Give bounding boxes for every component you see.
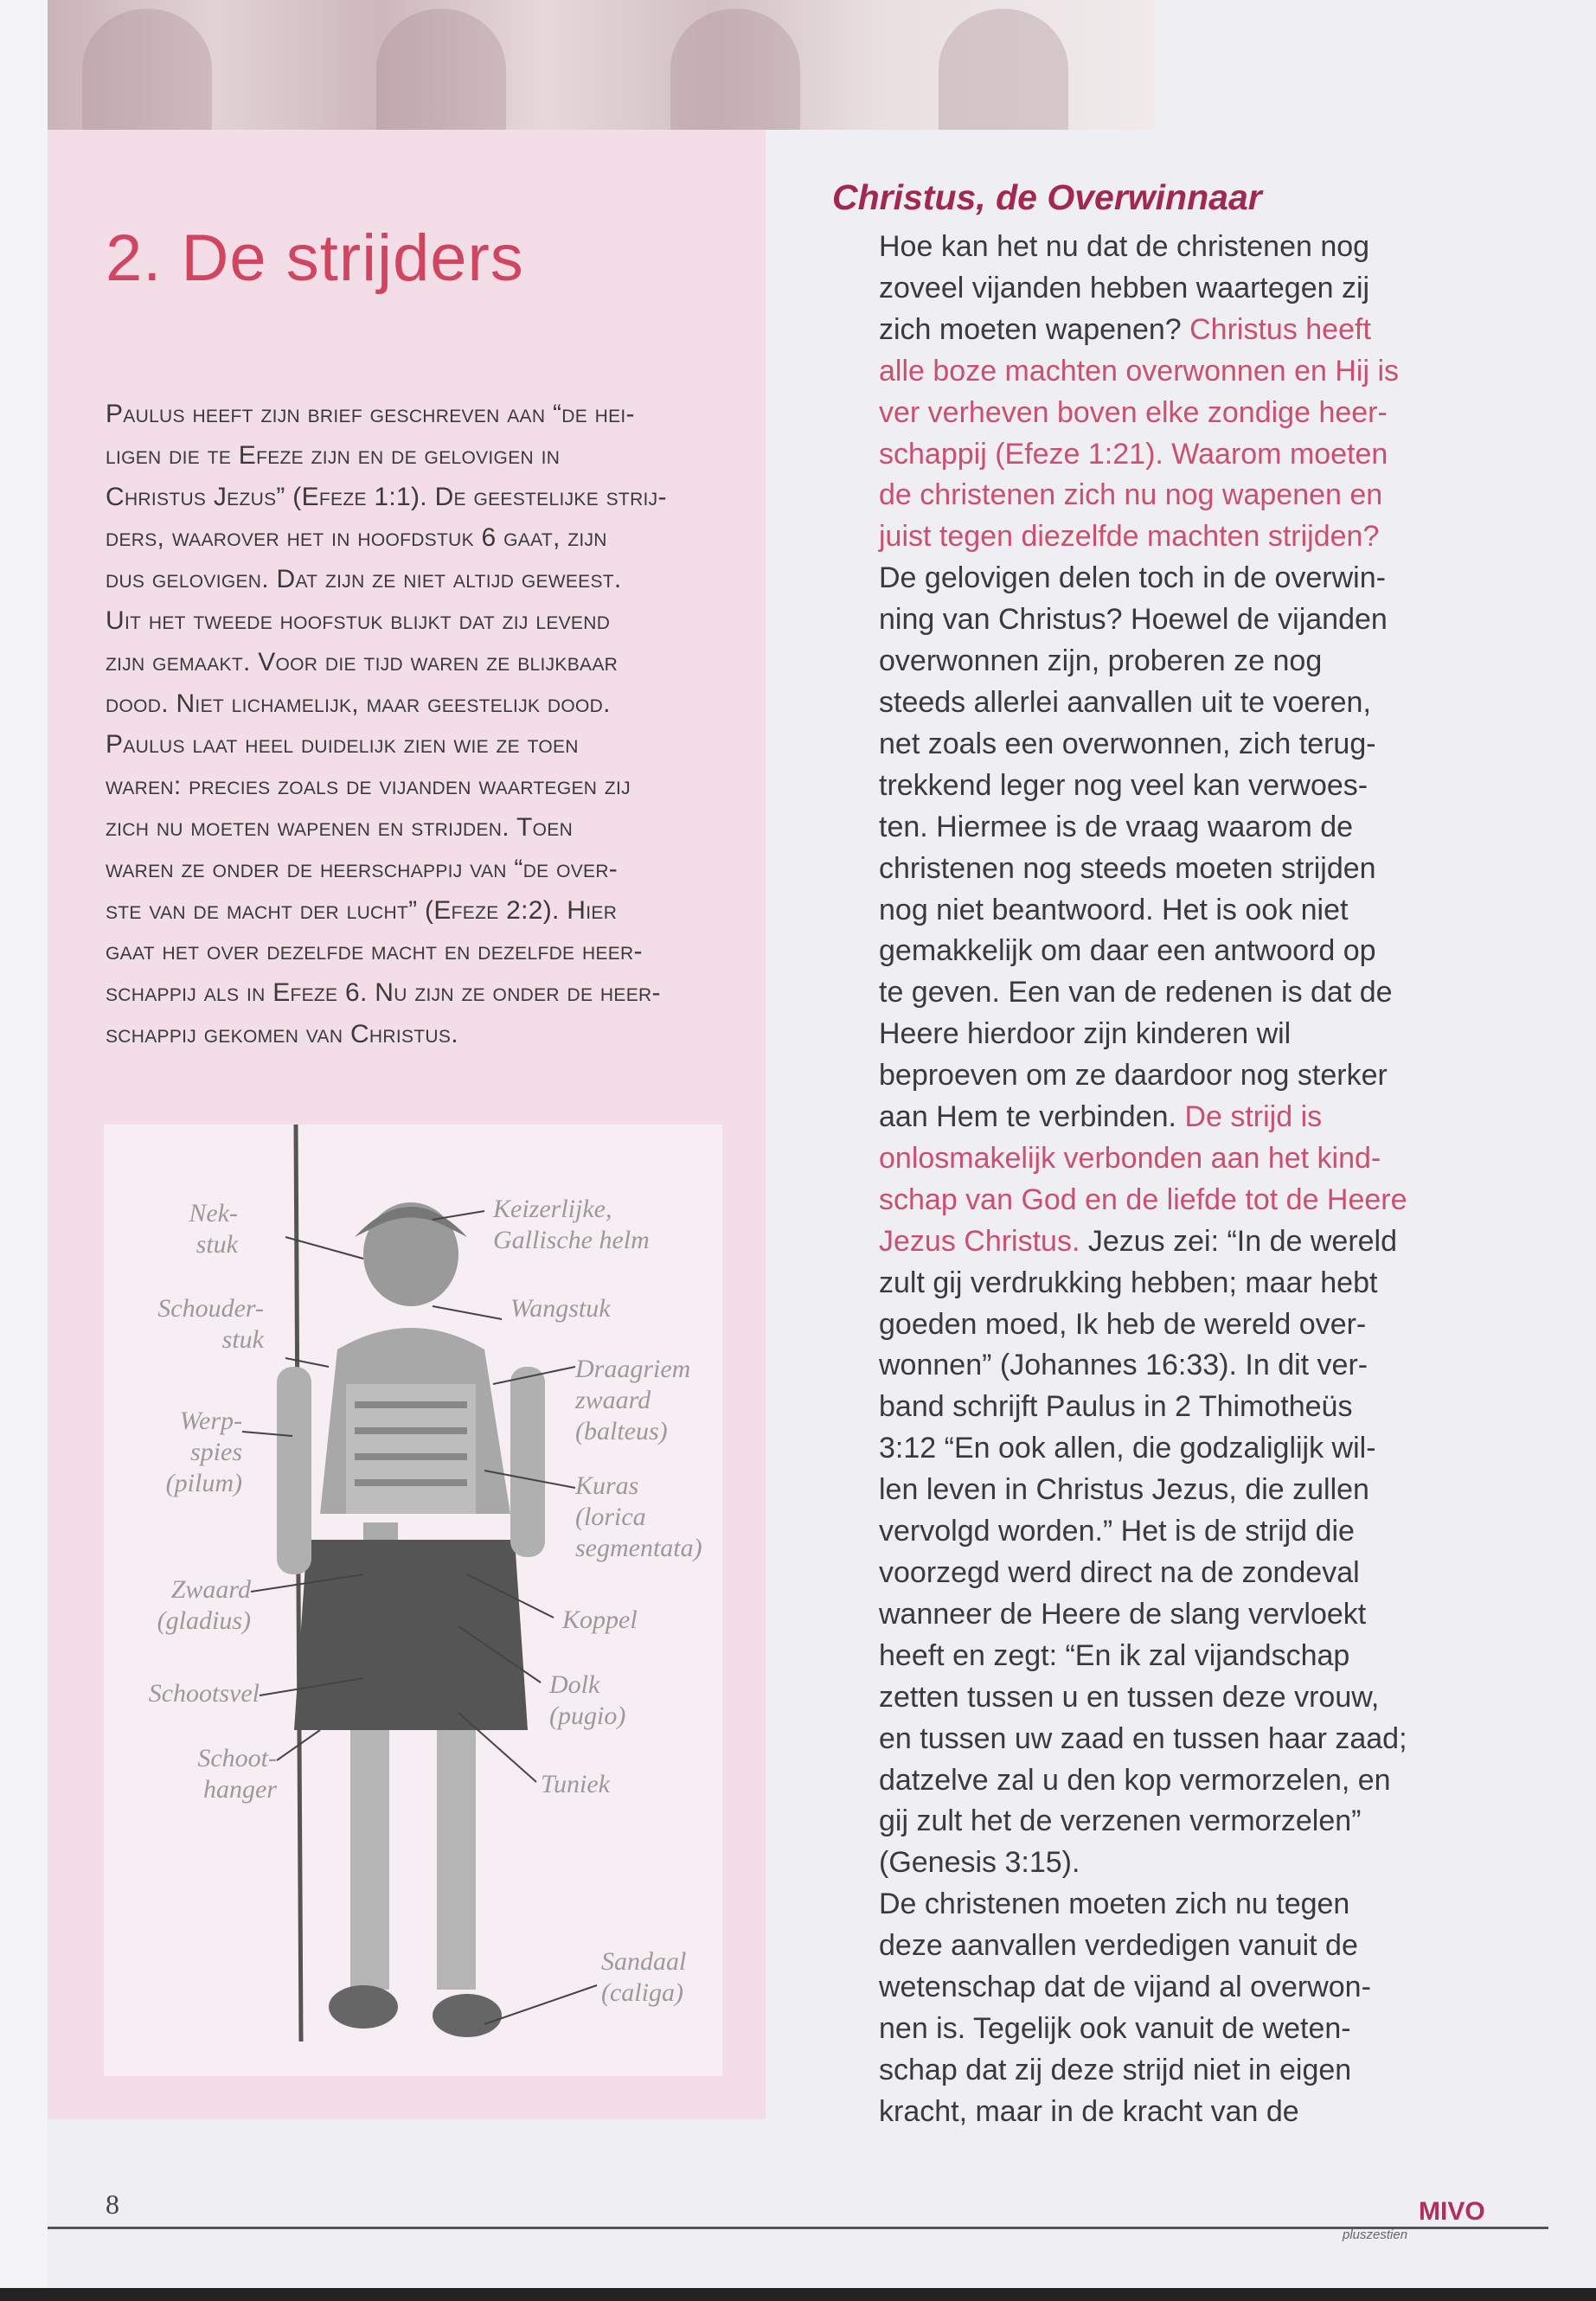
article-line: [879, 724, 1502, 766]
photo-strip: [48, 0, 1155, 130]
body-text: trekkend leger nog veel kan verwoes-: [879, 768, 1368, 802]
intro-line: Uit het tweede hoofstuk blijkt dat zij levend: [106, 606, 611, 635]
roman-soldier-figure: [104, 1125, 722, 2076]
article-line: [879, 849, 1502, 890]
article-line: [879, 1884, 1502, 1926]
body-text: 3:12 “En ook allen, die godzaliglijk wil-: [879, 1432, 1376, 1465]
intro-line: waren ze onder de heerschappij van “de over-: [106, 854, 619, 883]
intro-line: zijn gemaakt. Voor die tijd waren ze blijkbaar: [106, 647, 619, 676]
article-line: [879, 599, 1502, 641]
label-draagriem: Draagriem zwaard (balteus): [575, 1355, 691, 1445]
intro-text: [106, 394, 763, 1055]
intro-line: dus gelovigen. Dat zijn ze niet altijd geweest.: [106, 565, 622, 594]
article-line: [879, 1345, 1502, 1387]
label-kuras: Kuras (lorica segmentata): [575, 1471, 702, 1562]
body-text: steeds allerlei aanvallen uit te voeren,: [879, 685, 1371, 719]
label-zwaard: Zwaard (gladius): [157, 1575, 251, 1635]
mivo-logo: MIVO: [1419, 2197, 1485, 2226]
body-text: goeden moed, Ik heb de wereld over-: [879, 1307, 1367, 1341]
article-line: [879, 393, 1502, 434]
body-text: wetenschap dat de vijand al overwon-: [879, 1971, 1371, 2004]
article-line: [879, 1097, 1502, 1138]
body-text: nog niet beantwoord. Het is ook niet: [879, 893, 1349, 926]
intro-line: zich nu moeten wapenen en strijden. Toen: [106, 812, 574, 842]
highlighted-text: schappij (Efeze 1:21). Waarom moeten: [879, 437, 1388, 471]
body-text: te geven. Een van de redenen is dat de: [879, 976, 1393, 1009]
label-helm: Keizerlijke, Gallische helm: [493, 1195, 650, 1254]
body-text: Heere hierdoor zijn kinderen wil: [879, 1017, 1292, 1051]
article-line: [879, 931, 1502, 972]
article-line: [879, 1304, 1502, 1346]
footer-rule: [48, 2227, 1548, 2229]
article-line: [879, 1387, 1502, 1428]
body-text: nen is. Tegelijk ook vanuit de weten-: [879, 2011, 1351, 2045]
body-text: en tussen uw zaad en tussen haar zaad;: [879, 1721, 1407, 1755]
label-schoothanger: Schoot- hanger: [197, 1744, 277, 1804]
article-line: [879, 890, 1502, 932]
body-text: deze aanvallen verdedigen vanuit de: [879, 1929, 1358, 1963]
article-line: [879, 2009, 1502, 2050]
body-text: zoveel vijanden hebben waartegen zij: [879, 271, 1370, 304]
body-text: ten. Hiermee is de vraag waarom de: [879, 810, 1354, 843]
intro-line: ligen die te Efeze zijn en de gelovigen in: [106, 440, 561, 470]
body-text: Jezus zei: “In de wereld: [1080, 1224, 1398, 1258]
article-line: [879, 227, 1502, 268]
highlighted-text: alle boze machten overwonnen en Hij is: [879, 354, 1400, 388]
section-title: 2. De strijders: [106, 221, 524, 295]
face-photo: [939, 9, 1068, 130]
label-tuniek: Tuniek: [541, 1770, 610, 1798]
label-dolk: Dolk (pugio): [549, 1670, 626, 1730]
body-text: zult gij verdrukking hebben; maar hebt: [879, 1266, 1378, 1299]
intro-line: waren: precies zoals de vijanden waartegen zij: [106, 772, 631, 801]
intro-line: dood. Niet lichamelijk, maar geestelijk dood.: [106, 689, 611, 718]
article-line: [879, 1553, 1502, 1594]
body-text: gemakkelijk om daar een antwoord op: [879, 934, 1376, 968]
article-line: [879, 1055, 1502, 1097]
article-line: [879, 1428, 1502, 1470]
article-line: [879, 1014, 1502, 1055]
body-text: wonnen” (Johannes 16:33). In dit ver-: [879, 1349, 1368, 1382]
article-line: [879, 1801, 1502, 1843]
highlighted-text: schap van God en de liefde tot de Heere: [879, 1183, 1407, 1216]
article-line: [879, 1470, 1502, 1511]
face-photo: [82, 9, 212, 130]
article-line: [879, 310, 1502, 351]
article-line: [879, 766, 1502, 807]
body-text: aan Hem te verbinden.: [879, 1100, 1185, 1134]
label-sandaal: Sandaal (caliga): [601, 1947, 687, 2007]
face-photo: [670, 9, 800, 130]
article-line: [879, 351, 1502, 393]
body-text: zetten tussen u en tussen deze vrouw,: [879, 1680, 1380, 1714]
intro-line: schappij gekomen van Christus.: [106, 1019, 458, 1048]
body-text: ning van Christus? Hoewel de vijanden: [879, 603, 1388, 637]
body-text: schap dat zij deze strijd niet in eigen: [879, 2053, 1352, 2086]
article-line: [879, 1677, 1502, 1719]
intro-line: Christus Jezus” (Efeze 1:1). De geestelijke strij-: [106, 482, 667, 511]
article-line: [879, 558, 1502, 599]
article-body: [879, 227, 1502, 2133]
intro-line: Paulus heeft zijn brief geschreven aan “de hei-: [106, 400, 635, 428]
highlighted-text: onlosmakelijk verbonden aan het kind-: [879, 1141, 1381, 1175]
intro-line: ders, waarover het in hoofdstuk 6 gaat, zijn: [106, 523, 607, 553]
label-schootsvel: Schootsvel: [148, 1679, 260, 1708]
intro-line: ste van de macht der lucht” (Efeze 2:2). Hier: [106, 895, 618, 925]
article-line: [879, 1843, 1502, 1884]
highlighted-text: Christus heeft: [1189, 312, 1371, 346]
body-text: beproeven om ze daardoor nog sterker: [879, 1059, 1388, 1093]
body-text: gij zult het de verzenen vermorzelen”: [879, 1804, 1362, 1838]
logo-subtitle: pluszestien: [1343, 2227, 1408, 2242]
article-line: [879, 641, 1502, 683]
article-line: [879, 1636, 1502, 1677]
label-wangstuk: Wangstuk: [510, 1294, 611, 1323]
body-text: band schrijft Paulus in 2 Thimotheüs: [879, 1390, 1353, 1424]
article-line: [879, 2092, 1502, 2133]
body-text: Hoe kan het nu dat de christenen nog: [879, 230, 1370, 263]
body-text: voorzegd werd direct na de zondeval: [879, 1556, 1360, 1589]
article-line: [879, 434, 1502, 476]
highlighted-text: Jezus Christus.: [879, 1224, 1080, 1258]
intro-line: Paulus laat heel duidelijk zien wie ze toen: [106, 730, 579, 760]
article-line: [879, 1926, 1502, 1967]
article-line: [879, 972, 1502, 1014]
article-line: [879, 1263, 1502, 1304]
article-line: [879, 475, 1502, 516]
face-photo: [376, 9, 506, 130]
label-werpspies: Werp- spies (pilum): [165, 1407, 242, 1497]
body-text: De gelovigen delen toch in de overwin-: [879, 561, 1386, 595]
body-text: overwonnen zijn, proberen ze nog: [879, 644, 1323, 678]
article-line: [879, 1719, 1502, 1760]
body-text: len leven in Christus Jezus, die zullen: [879, 1473, 1369, 1507]
body-text: heeft en zegt: “En ik zal vijandschap: [879, 1638, 1350, 1672]
article-line: [879, 1180, 1502, 1221]
article-line: [879, 1594, 1502, 1636]
article-line: [879, 807, 1502, 849]
intro-line: gaat het over dezelfde macht en dezelfde heer-: [106, 937, 643, 966]
intro-line: schappij als in Efeze 6. Nu zijn ze onder de heer-: [106, 978, 661, 1008]
body-text: zich moeten wapenen?: [879, 312, 1190, 346]
article-line: [879, 268, 1502, 310]
article-line: [879, 1760, 1502, 1802]
highlighted-text: De strijd is: [1184, 1100, 1323, 1134]
highlighted-text: de christenen zich nu nog wapenen en: [879, 478, 1383, 512]
body-text: vervolgd worden.” Het is de strijd die: [879, 1515, 1355, 1548]
body-text: kracht, maar in de kracht van de: [879, 2094, 1299, 2128]
article-line: [879, 2050, 1502, 2092]
page-number: 8: [106, 2189, 119, 2220]
body-text: net zoals een overwonnen, zich terug-: [879, 727, 1376, 760]
article-line: [879, 1138, 1502, 1180]
body-text: wanneer de Heere de slang vervloekt: [879, 1597, 1367, 1631]
body-text: (Genesis 3:15).: [879, 1846, 1080, 1880]
label-koppel: Koppel: [562, 1606, 638, 1634]
label-nekstuk: Nek- stuk: [189, 1199, 238, 1259]
article-line: [879, 516, 1502, 558]
label-schouderstuk: Schouder- stuk: [157, 1294, 264, 1354]
article-heading: Christus, de Overwinnaar: [832, 177, 1262, 217]
article-line: [879, 1511, 1502, 1553]
article-line: [879, 1967, 1502, 2009]
body-text: datzelve zal u den kop vermorzelen, en: [879, 1763, 1391, 1797]
article-line: [879, 683, 1502, 724]
body-text: christenen nog steeds moeten strijden: [879, 851, 1376, 885]
highlighted-text: ver verheven boven elke zondige heer-: [879, 395, 1388, 429]
page-edge: [0, 2288, 1596, 2301]
article-line: [879, 1221, 1502, 1263]
page-margin: [0, 0, 48, 2301]
highlighted-text: juist tegen diezelfde machten strijden?: [879, 520, 1380, 554]
body-text: De christenen moeten zich nu tegen: [879, 1888, 1350, 1921]
